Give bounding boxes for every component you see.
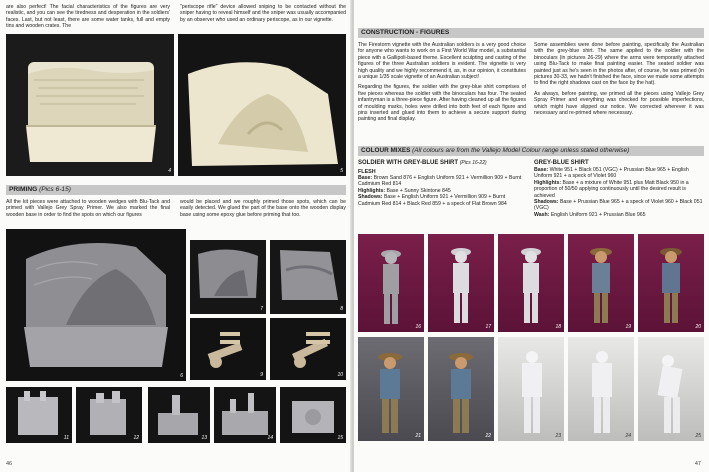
figure-image-25 — [638, 337, 704, 441]
priming-text-2: would be placed and we roughly primed those spots, which can be easily detected. We glued the part of the base onto the wooden display base using some epoxy glue before priming that too. — [180, 199, 346, 218]
photo-22-figure — [428, 337, 494, 441]
photo-number: 21 — [415, 433, 421, 439]
flesh-mixes — [358, 160, 528, 207]
photo-4-terrain-base — [6, 34, 174, 176]
photo-11-parts — [6, 387, 72, 443]
periscope-rifle-image — [190, 318, 266, 380]
photo-number: 19 — [625, 324, 631, 330]
primed-trench-right-image — [270, 240, 346, 314]
photo-number: 22 — [485, 433, 491, 439]
priming-column-1 — [6, 199, 170, 218]
trench-image — [178, 34, 346, 176]
page-number-right: 47 — [694, 461, 701, 467]
priming-ref: (Pics 6-15) — [39, 186, 71, 193]
figure-image-19 — [568, 234, 634, 332]
colour-mixes-heading — [358, 146, 704, 156]
photo-23-figure — [498, 337, 564, 441]
photo-number: 6 — [180, 373, 183, 379]
soldier-heading — [358, 160, 528, 166]
photo-number: 23 — [555, 433, 561, 439]
photo-8-primed-trench-right — [270, 240, 346, 314]
photo-number: 24 — [625, 433, 631, 439]
photo-number: 15 — [337, 435, 343, 441]
intro-column-1 — [6, 4, 170, 30]
photo-16-figure — [358, 234, 424, 332]
photo-21-figure — [358, 337, 424, 441]
flesh-shadows: Shadows: Base + English Uniform 921 + Vermillion 909 + Burnt Cadmium Red 814 + Black Red 859 + a speck of Flat Brown 984 — [358, 194, 507, 207]
shirt-heading: GREY-BLUE SHIRT — [534, 160, 589, 166]
photo-15-parts — [280, 387, 346, 443]
construction-text-1a: The Firestorm vignette with the Australian soldiers is a very good choice for anyone who wants to work on a First World War model, a substantial piece with a Gallipoli-based theme. Excellent sculpting and casting of the figures of the three Australian soldiers is evident. The vignette is very high quality and we highly recommend it, as, in our opinion, it constitutes a unique 1/35 scale vignette of an Australian subject! — [358, 42, 526, 81]
parts-image-11 — [6, 387, 72, 443]
photo-7-primed-trench-left — [190, 240, 266, 314]
photo-24-figure — [568, 337, 634, 441]
photo-number: 20 — [695, 324, 701, 330]
shirt-mixes — [534, 160, 704, 218]
soldier-title: SOLDIER WITH GREY-BLUE SHIRT — [358, 160, 459, 166]
photo-number: 16 — [415, 324, 421, 330]
photo-number: 10 — [337, 372, 343, 378]
intro-text-1: are also perfect! The facial characteristics of the figures are very realistic, and you can see the tiredness and desperation in the soldiers' faces. Last, but not least, there are some water tanks, full and empty tins and wooden crates. The — [6, 4, 170, 30]
periscope-rifle-image-2 — [270, 318, 346, 380]
photo-17-figure — [428, 234, 494, 332]
construction-text-2b: As always, before painting, we primed all the pieces using Vallejo Grey Spray Primer and everything was checked for possible imperfections, which might have slipped our notice. We corrected wherever it was necessary and re-primed where necessary. — [534, 90, 704, 117]
flesh-base: Base: Brown Sand 876 + English Uniform 921 + Vermillion 909 + Burnt Cadmium Red 814 — [358, 175, 522, 188]
figure-image-17 — [428, 234, 494, 332]
intro-text-2: "periscope rifle" device allowed sniping to be contacted without the sniper having to reveal himself and the sniper was usually accompanied by an observer who used an ordinary periscope, as in our vignette. — [180, 4, 346, 23]
photo-19-figure — [568, 234, 634, 332]
photo-6-primed-base — [6, 229, 186, 381]
priming-column-2 — [180, 199, 346, 218]
colour-mixes-note: (All colours are from the Vallejo Model Colour range unless stated otherwise) — [412, 147, 630, 154]
photo-13-parts — [148, 387, 210, 443]
photo-number: 14 — [267, 435, 273, 441]
photo-20-figure — [638, 234, 704, 332]
figure-image-23 — [498, 337, 564, 441]
photo-number: 11 — [63, 435, 69, 441]
photo-18-figure — [498, 234, 564, 332]
photo-9-periscope-rifle — [190, 318, 266, 380]
parts-image-15 — [280, 387, 346, 443]
construction-column-2 — [534, 42, 704, 116]
photo-number: 4 — [168, 168, 171, 174]
intro-column-2 — [180, 4, 346, 23]
photo-number: 13 — [201, 435, 207, 441]
primed-trench-left-image — [190, 240, 266, 314]
construction-column-1 — [358, 42, 526, 123]
figure-image-18 — [498, 234, 564, 332]
figure-image-22 — [428, 337, 494, 441]
construction-heading — [358, 28, 704, 38]
shirt-highlights: Highlights: Base + a mixture of White 951 plus Matt Black 950 in a proportion of 50/50 applying continuously until the desired result is achieved — [534, 179, 689, 199]
photo-number: 7 — [260, 306, 263, 312]
figure-image-16 — [358, 234, 424, 332]
left-page — [0, 0, 352, 472]
colour-mixes-title: COLOUR MIXES — [361, 147, 411, 154]
photo-number: 25 — [695, 433, 701, 439]
photo-5-trench — [178, 34, 346, 176]
terrain-base-image — [6, 34, 174, 176]
photo-25-figure — [638, 337, 704, 441]
flesh-heading: FLESH — [358, 169, 376, 175]
photo-number: 9 — [260, 372, 263, 378]
parts-image-12 — [76, 387, 142, 443]
photo-14-parts — [214, 387, 276, 443]
right-page — [354, 0, 709, 472]
priming-text-1: All the kit pieces were attached to wooden wedges with Blu-Tack and primed with Vallejo Grey Spray Primer. We also marked the final wooden base in order to find the spots on which our figures — [6, 199, 170, 218]
priming-title: PRIMING — [9, 186, 38, 193]
flesh-highlights: Highlights: Base + Sunny Skintone 845 — [358, 187, 451, 194]
photo-12-parts — [76, 387, 142, 443]
soldier-ref: (Pics 16-22) — [459, 160, 487, 166]
primed-base-image — [6, 229, 186, 381]
figure-image-21 — [358, 337, 424, 441]
figure-image-24 — [568, 337, 634, 441]
shirt-shadows: Shadows: Base + Prussian Blue 965 + a speck of Violet 960 + Black 051 (VGC) — [534, 199, 703, 212]
construction-title: CONSTRUCTION - FIGURES — [361, 29, 450, 36]
priming-heading — [6, 185, 346, 195]
page-number-left: 46 — [6, 461, 13, 467]
construction-text-2a: Some assemblies were done before painting, specifically the Australian with the grey-blue shirt. The same applied to the soldier with the binoculars (in pictures 26-29) where the arms were temporarily attached using Blu-Tack to make final painting easier. The seated soldier was painted just as he's seen in the photos after, of course, he was primed (in pictures 30-33, we hadn't finished the face, since we made some attempts to find the right shadows cast on the face by the hat). — [534, 42, 704, 87]
shirt-wash: Wash: English Uniform 921 + Prussian Blue 965 — [534, 211, 646, 218]
photo-number: 18 — [555, 324, 561, 330]
figure-image-20 — [638, 234, 704, 332]
construction-text-1b: Regarding the figures, the soldier with the grey-blue shirt comprises of five pieces whereas the soldier with the binoculars has four. The seated infantryman is a three-piece figure. After having cleaned up all the figures of moulding marks, holes were drilled into both feet of each figure and pins inserted and glued into them to achieve a secure support during painting and final display. — [358, 84, 526, 123]
photo-number: 8 — [340, 306, 343, 312]
photo-number: 5 — [340, 168, 343, 174]
photo-10-periscope-rifle — [270, 318, 346, 380]
photo-number: 17 — [485, 324, 491, 330]
photo-number: 12 — [133, 435, 139, 441]
shirt-base: Base: White 951 + Black 051 (VGC) + Prussian Blue 965 + English Uniform 921 + a speck of Violet 960 — [534, 167, 689, 180]
